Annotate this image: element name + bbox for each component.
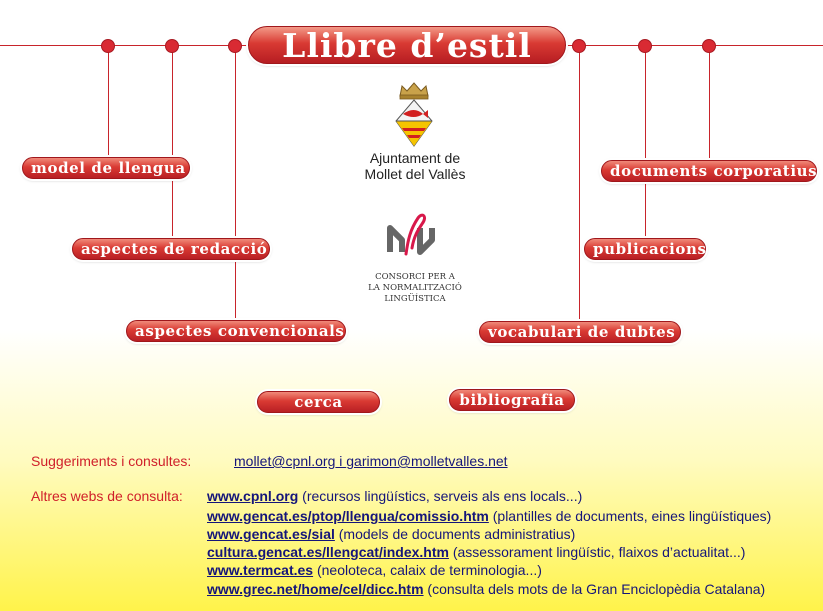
consorci-line3: LINGÜÍSTICA: [384, 294, 446, 304]
web-row: [207, 526, 575, 542]
node-dot: [165, 39, 179, 53]
web-row: [207, 544, 745, 560]
email-link-cpnl[interactable]: mollet@cpnl.org: [234, 453, 336, 469]
connector-convencionals: [235, 46, 236, 321]
nav-publicacions[interactable]: publicacions: [584, 238, 706, 260]
nav-cerca[interactable]: cerca: [257, 391, 380, 413]
web-row: [207, 581, 765, 597]
web-link[interactable]: cultura.gencat.es/llengcat/index.htm: [207, 544, 449, 560]
connector-model: [108, 46, 109, 158]
ajuntament-crest-icon: [388, 78, 440, 150]
nav-aspectes-de-redaccio[interactable]: aspectes de redacció: [72, 238, 270, 260]
ajuntament-line2: Mollet del Vallès: [364, 166, 466, 182]
email-conjunction: i: [335, 453, 347, 469]
contact-label: Suggeriments i consultes:: [31, 453, 192, 469]
web-desc: (plantilles de documents, eines lingüístiques): [488, 508, 772, 524]
nav-model-de-llengua[interactable]: model de llengua: [22, 157, 190, 179]
page-title: Llibre d’estil: [248, 26, 566, 64]
web-link[interactable]: www.cpnl.org: [207, 488, 299, 504]
web-row: [207, 562, 542, 578]
connector-publicacions: [645, 46, 646, 240]
web-desc: (recursos lingüístics, serveis als ens locals...): [298, 488, 583, 504]
web-link[interactable]: www.termcat.es: [207, 562, 314, 578]
node-dot: [638, 39, 652, 53]
web-row: [207, 488, 582, 504]
node-dot: [228, 39, 242, 53]
nav-aspectes-convencionals[interactable]: aspectes convencionals: [126, 320, 346, 342]
web-link[interactable]: www.gencat.es/sial: [207, 526, 335, 542]
ajuntament-name: [340, 150, 490, 182]
connector-redaccio: [172, 46, 173, 239]
email-link-garimon[interactable]: garimon@molletvalles.net: [346, 453, 508, 469]
nav-vocabulari-de-dubtes[interactable]: vocabulari de dubtes: [479, 321, 681, 343]
contact-emails: [234, 453, 508, 469]
web-link[interactable]: www.gencat.es/ptop/llengua/comissio.htm: [207, 508, 489, 524]
ajuntament-line1: Ajuntament de: [369, 150, 461, 166]
web-link[interactable]: www.grec.net/home/cel/dicc.htm: [207, 581, 424, 597]
web-desc: (assessorament lingüístic, flaixos d’actualitat...): [448, 544, 746, 560]
node-dot: [572, 39, 586, 53]
web-desc: (consulta dels mots de la Gran Enciclopèdia Catalana): [423, 581, 766, 597]
node-dot: [702, 39, 716, 53]
webs-label: Altres webs de consulta:: [31, 488, 183, 504]
connector-vocabulari: [579, 46, 580, 322]
consorci-name: [340, 272, 490, 305]
nav-bibliografia[interactable]: bibliografia: [449, 389, 575, 411]
consorci-line1: CONSORCI PER A: [375, 272, 455, 282]
nav-documents-corporatius[interactable]: documents corporatius: [601, 160, 817, 182]
node-dot: [101, 39, 115, 53]
web-row: [207, 508, 771, 524]
web-desc: (neoloteca, calaix de terminologia...): [313, 562, 542, 578]
connector-corporatius: [709, 46, 710, 162]
consorci-logo-icon: [384, 210, 444, 258]
web-desc: (models de documents administratius): [334, 526, 576, 542]
consorci-line2: LA NORMALITZACIÓ: [368, 283, 462, 293]
